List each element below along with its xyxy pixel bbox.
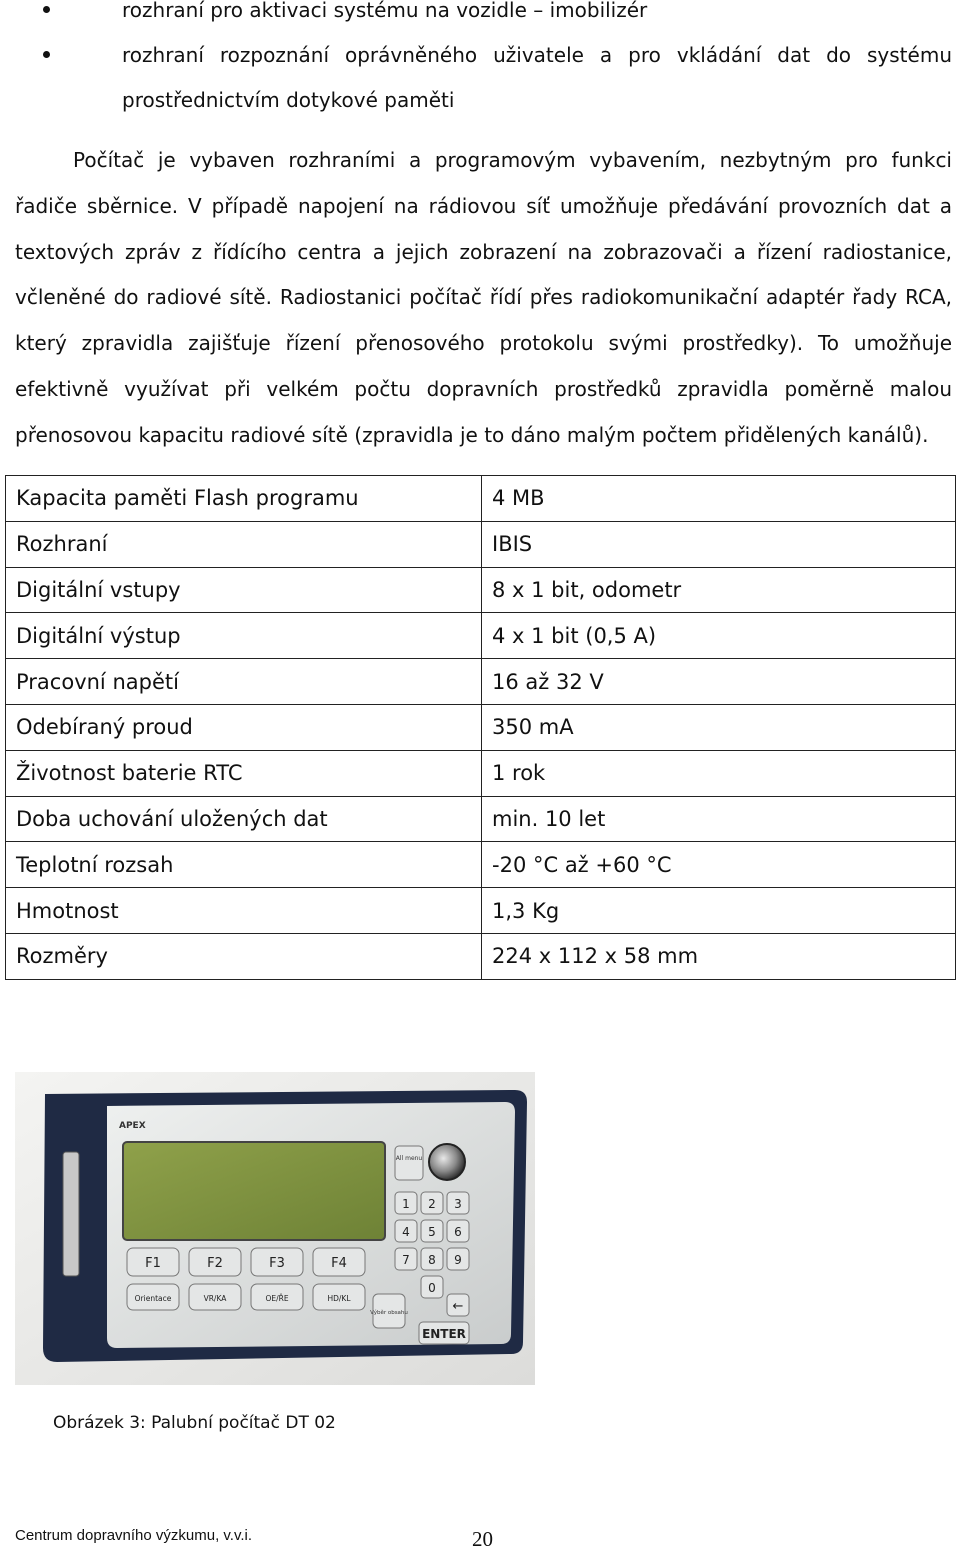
- function-key-label: F4: [331, 1256, 347, 1271]
- function-key-label: F1: [145, 1256, 161, 1271]
- spec-row: [6, 888, 956, 934]
- digit-key-label: 2: [428, 1197, 436, 1211]
- device-brand: APEX: [119, 1121, 146, 1131]
- spec-label: Digitální výstup: [6, 613, 482, 659]
- spec-label: Životnost baterie RTC: [6, 750, 482, 796]
- spec-row: [6, 933, 956, 979]
- soft-key-label: HD/KL: [327, 1294, 351, 1303]
- bullet-dot: [43, 51, 50, 58]
- digit-key-label: 8: [428, 1253, 436, 1267]
- digit-key-label: 6: [454, 1225, 462, 1239]
- spec-row: [6, 613, 956, 659]
- digit-key-label: 9: [454, 1253, 462, 1267]
- card-slot: [63, 1152, 79, 1276]
- spec-value: 16 až 32 V: [482, 659, 956, 705]
- spec-label: Doba uchování uložených dat: [6, 796, 482, 842]
- spec-value: 4 MB: [482, 476, 956, 522]
- back-key-label: ←: [452, 1299, 464, 1314]
- spec-value: -20 °C až +60 °C: [482, 842, 956, 888]
- bullet-text: rozhraní rozpoznání oprávněného uživatele a pro vkládání dat do systému prostřednictvím dotykové paměti: [122, 43, 952, 112]
- spec-row: [6, 476, 956, 522]
- footer-organization: Centrum dopravního výzkumu, v.v.i.: [15, 1527, 253, 1544]
- soft-key-label: Orientace: [134, 1294, 172, 1303]
- body-paragraph: Počítač je vybaven rozhraními a programovým vybavením, nezbytným pro funkci řadiče sběrnice. V případě napojení na rádiovou síť umožňuje předávání provozních dat a textových zpráv z řídícího centra a jejich zobrazení na zobrazovači a řízení radiostanice, včleněné do radiové sítě. Radiostanici počítač řídí přes radiokomunikační adaptér řady RCA, který zpravidla zajišťuje řízení přenosového protokolu svými prostředky). To umožňuje efektivně využívat při velkém počtu dopravních prostředků zpravidla poměrně malou přenosovou kapacitu radiové sítě (zpravidla je to dáno malým počtem přidělených kanálů).: [15, 148, 952, 447]
- spec-value: min. 10 let: [482, 796, 956, 842]
- spec-label: Hmotnost: [6, 888, 482, 934]
- spec-row: [6, 704, 956, 750]
- spec-label: Odebíraný proud: [6, 704, 482, 750]
- spec-value: 224 x 112 x 58 mm: [482, 933, 956, 979]
- enter-key-label: ENTER: [422, 1327, 466, 1341]
- function-key-label: F3: [269, 1256, 285, 1271]
- spec-label: Rozměry: [6, 933, 482, 979]
- device-photo: [15, 1072, 535, 1385]
- figure-caption: Obrázek 3: Palubní počítač DT 02: [53, 1413, 336, 1433]
- soft-key-label: OE/ŘE: [265, 1294, 289, 1303]
- spec-row: [6, 750, 956, 796]
- spec-row: [6, 796, 956, 842]
- select-content-key-label: Výběr obsahu: [370, 1310, 408, 1316]
- spec-label: Digitální vstupy: [6, 567, 482, 613]
- spec-row: [6, 567, 956, 613]
- spec-value: 350 mA: [482, 704, 956, 750]
- spec-label: Rozhraní: [6, 521, 482, 567]
- spec-table: [5, 475, 956, 980]
- spec-value: 4 x 1 bit (0,5 A): [482, 613, 956, 659]
- spec-row: [6, 521, 956, 567]
- function-key-label: F2: [207, 1256, 223, 1271]
- digit-key-label: 7: [402, 1253, 410, 1267]
- lcd-display: [123, 1142, 385, 1240]
- digit-key-label: 0: [428, 1281, 436, 1295]
- spec-value: 1,3 Kg: [482, 888, 956, 934]
- bullet-dot: [43, 6, 50, 13]
- digit-key-label: 3: [454, 1197, 462, 1211]
- all-menu-key-label: All menu: [395, 1155, 423, 1162]
- spec-value: 1 rok: [482, 750, 956, 796]
- digit-key-label: 4: [402, 1225, 410, 1239]
- spec-value: IBIS: [482, 521, 956, 567]
- spec-label: Teplotní rozsah: [6, 842, 482, 888]
- spec-label: Kapacita paměti Flash programu: [6, 476, 482, 522]
- spec-label: Pracovní napětí: [6, 659, 482, 705]
- ibutton-reader-icon: [429, 1144, 465, 1180]
- spec-row: [6, 659, 956, 705]
- soft-key-label: VR/KA: [203, 1294, 227, 1303]
- spec-value: 8 x 1 bit, odometr: [482, 567, 956, 613]
- page-number: 20: [472, 1527, 493, 1551]
- digit-key-label: 5: [428, 1225, 436, 1239]
- digit-key-label: 1: [402, 1197, 410, 1211]
- all-menu-key: [395, 1146, 423, 1180]
- bullet-text: rozhraní pro aktivaci systému na vozidle – imobilizér: [122, 0, 648, 22]
- spec-row: [6, 842, 956, 888]
